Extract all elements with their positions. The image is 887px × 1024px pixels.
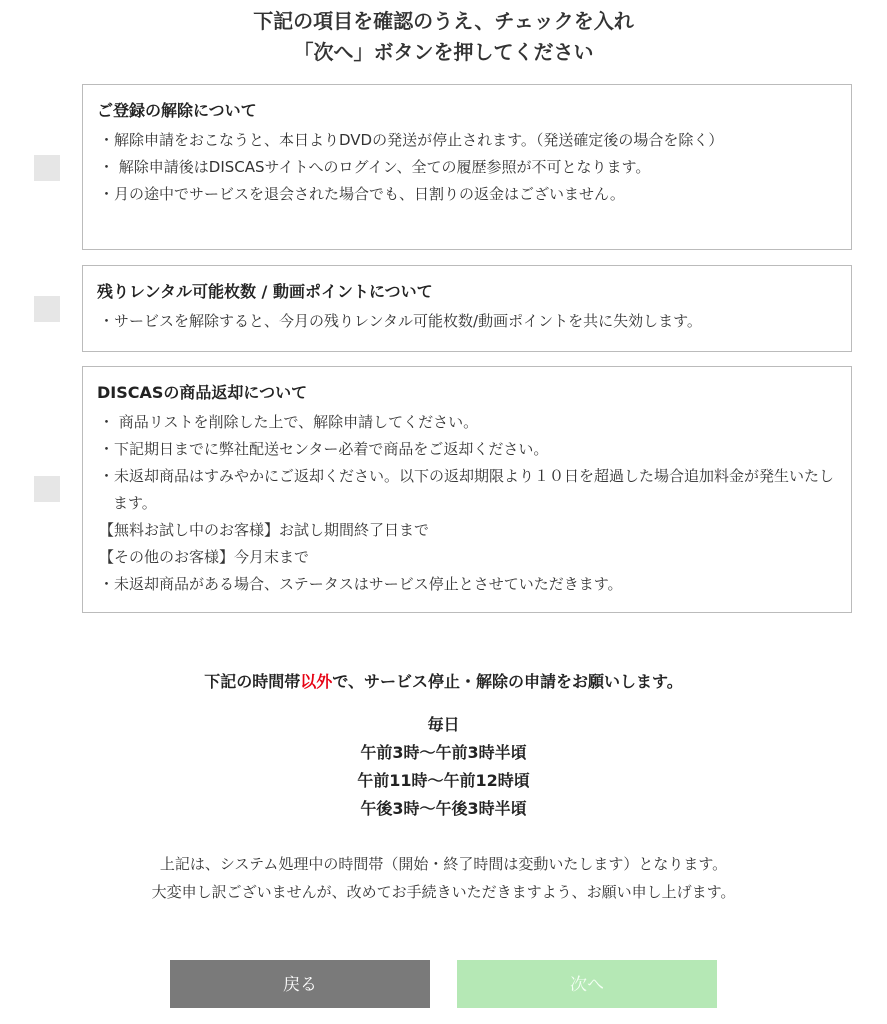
maintenance-times <box>0 711 887 823</box>
time-slot: 午前3時～午前3時半頃 <box>360 743 527 762</box>
section-line: ・未返却商品はすみやかにご返却ください。以下の返却期限より１０日を超過した場合追加料金が発生いたします。 <box>99 467 835 512</box>
page-heading <box>0 6 887 68</box>
time-slot: 午前11時～午前12時頃 <box>357 771 530 790</box>
section-title: 残りレンタル可能枚数 / 動画ポイントについて <box>97 282 433 301</box>
section-line: ・下記期日までに弊社配送センター必着で商品をご返却ください。 <box>99 440 549 458</box>
heading-line-2: 「次へ」ボタンを押してください <box>293 40 594 64</box>
notice-highlight: 以外 <box>300 672 333 691</box>
checkbox-registration-cancel[interactable] <box>34 155 60 181</box>
section-line: ・月の途中でサービスを退会された場合でも、日割りの返金はございません。 <box>99 185 625 203</box>
footer-line-2: 大変申し訳ございませんが、改めてお手続きいただきますよう、お願い申し上げます。 <box>151 883 736 901</box>
section-rental-points <box>82 265 852 352</box>
section-line: ・サービスを解除すると、今月の残りレンタル可能枚数/動画ポイントを共に失効します。 <box>99 312 702 330</box>
notice-after: で、サービス停止・解除の申請をお願いします。 <box>332 672 683 691</box>
times-label: 毎日 <box>427 715 460 734</box>
time-slot: 午後3時～午後3時半頃 <box>360 799 527 818</box>
notice-before: 下記の時間帯 <box>204 672 301 691</box>
section-registration-cancel <box>82 84 852 250</box>
section-line: ・解除申請をおこなうと、本日よりDVDの発送が停止されます。（発送確定後の場合を除く） <box>99 131 724 149</box>
checkbox-product-return[interactable] <box>34 476 60 502</box>
back-button[interactable]: 戻る <box>170 960 430 1008</box>
section-line: ・未返却商品がある場合、ステータスはサービス停止とさせていただきます。 <box>99 575 623 593</box>
footer-line-1: 上記は、システム処理中の時間帯（開始・終了時間は変動いたします）となります。 <box>159 855 728 873</box>
footer-note <box>0 850 887 906</box>
service-time-notice <box>0 670 887 694</box>
section-line: ・ 商品リストを削除した上で、解除申請してください。 <box>99 413 479 431</box>
next-button[interactable]: 次へ <box>457 960 717 1008</box>
heading-line-1: 下記の項目を確認のうえ、チェックを入れ <box>253 9 634 33</box>
section-title: DISCASの商品返却について <box>97 383 308 402</box>
section-product-return <box>82 366 852 613</box>
section-line: ・ 解除申請後はDISCASサイトへのログイン、全ての履歴参照が不可となります。 <box>99 158 651 176</box>
section-title: ご登録の解除について <box>97 101 257 120</box>
section-line: 【その他のお客様】今月末まで <box>99 548 310 566</box>
checkbox-rental-points[interactable] <box>34 296 60 322</box>
section-line: 【無料お試し中のお客様】お試し期間終了日まで <box>99 521 430 539</box>
